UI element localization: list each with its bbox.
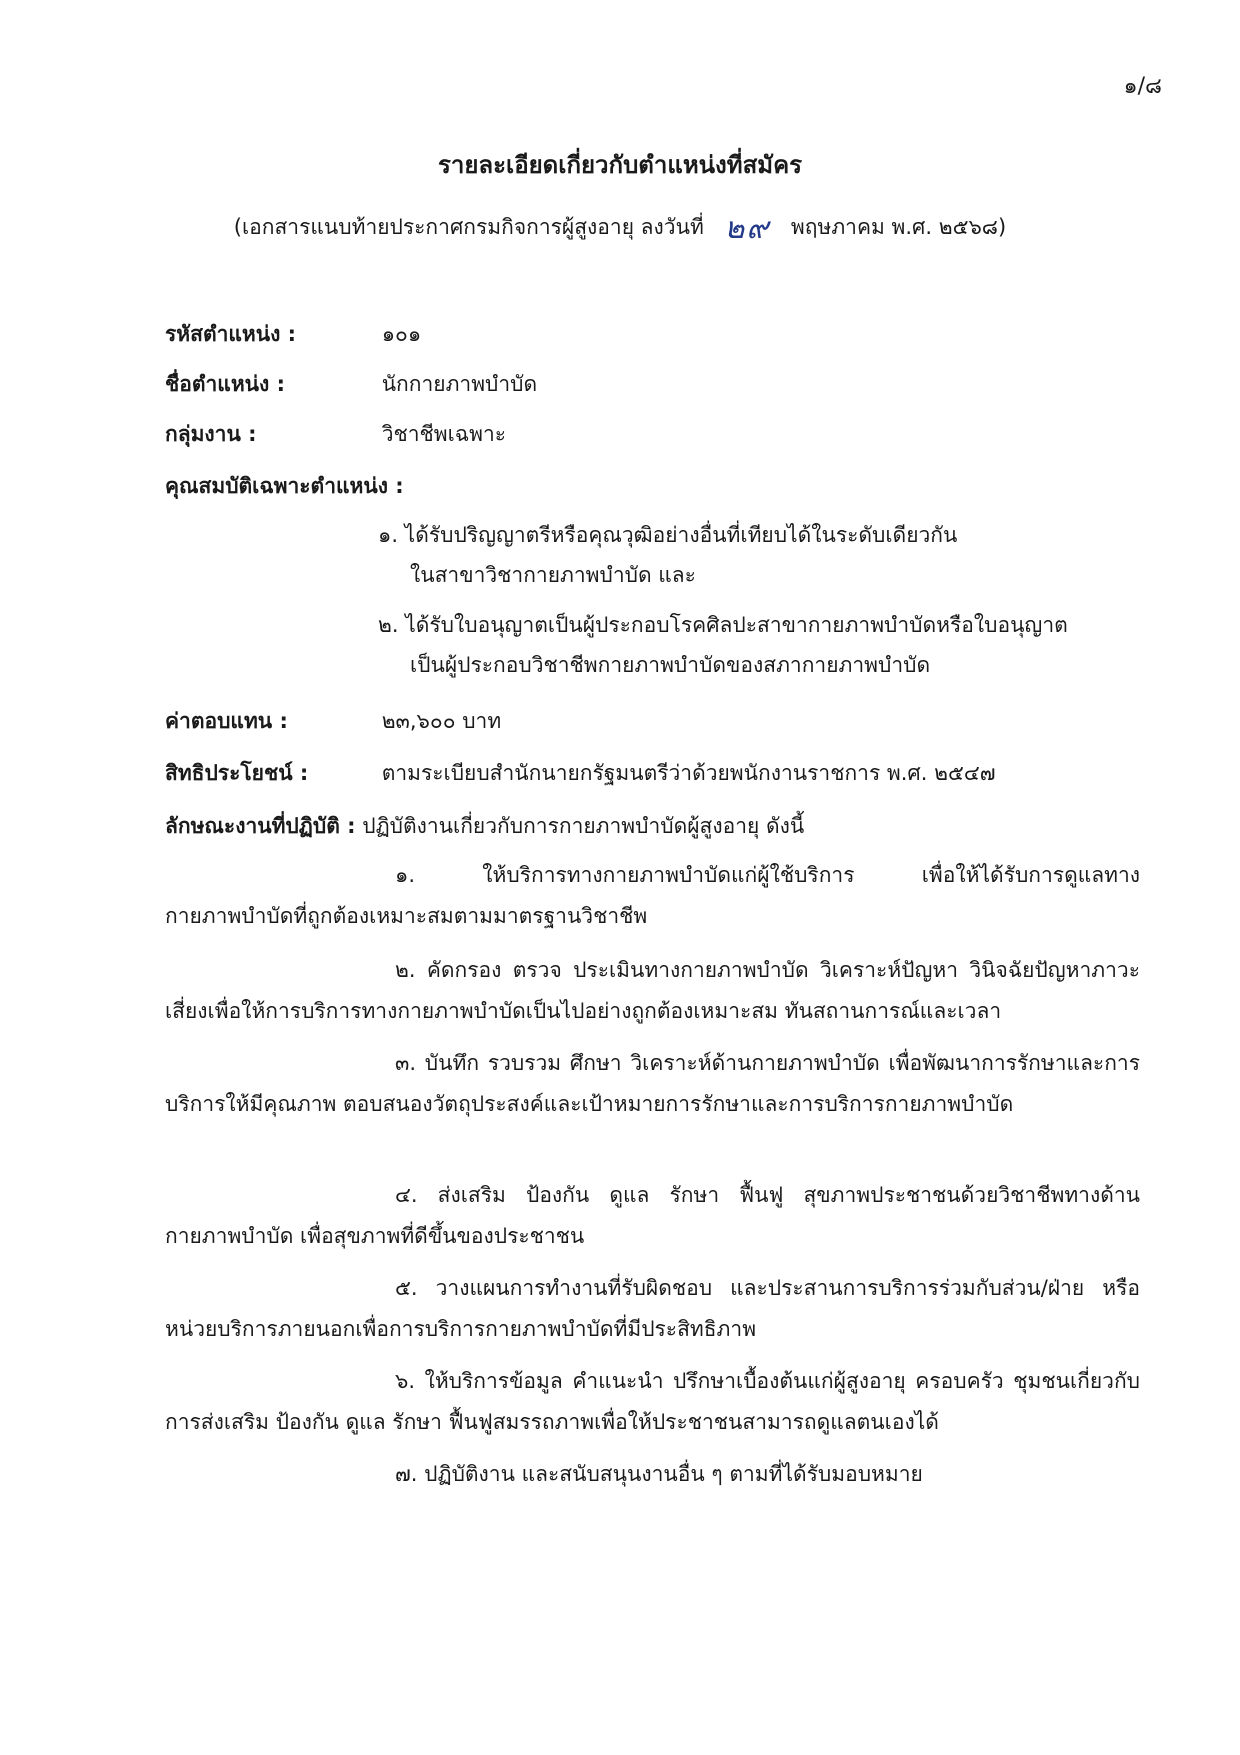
duty-item: ๖. ให้บริการข้อมูล คำแนะนำ ปรึกษาเบื้องต้นแก่ผู้สูงอายุ ครอบครัว ชุมชนเกี่ยวกับการส่งเสริม ป้องกัน ดูแล รักษา ฟื้นฟูสมรรถภาพเพื่อให้ประชาชนสามารถดูแลตนเองได้ bbox=[165, 1369, 1140, 1434]
duties-intro: ปฏิบัติงานเกี่ยวกับการกายภาพบำบัดผู้สูงอายุ ดังนี้ bbox=[362, 814, 805, 838]
qualification-item bbox=[378, 605, 1158, 685]
duty-item: ๗. ปฏิบัติงาน และสนับสนุนงานอื่น ๆ ตามที่ได้รับมอบหมาย bbox=[395, 1462, 923, 1486]
duty-item: ๓. บันทึก รวบรวม ศึกษา วิเคราะห์ด้านกายภาพบำบัด เพื่อพัฒนาการรักษาและการบริการให้มีคุณภาพ ตอบสนองวัตถุประสงค์และเป้าหมายการรักษาและการบริการกายภาพบำบัด bbox=[165, 1051, 1140, 1116]
qualification-item bbox=[378, 515, 1158, 595]
work-group-label: กลุ่มงาน : bbox=[165, 422, 257, 446]
qualification-line: ๑. ได้รับปริญญาตรีหรือคุณวุฒิอย่างอื่นที่เทียบได้ในระดับเดียวกัน bbox=[378, 523, 958, 547]
subtitle-prefix: (เอกสารแนบท้ายประกาศกรมกิจการผู้สูงอายุ ลงวันที่ bbox=[233, 215, 704, 239]
handwritten-day: ๒๙ bbox=[724, 211, 771, 246]
duty-item: ๒. คัดกรอง ตรวจ ประเมินทางกายภาพบำบัด วิเคราะห์ปัญหา วินิจฉัยปัญหาภาวะเสี่ยงเพื่อให้การบริการทางกายภาพบำบัดเป็นไปอย่างถูกต้องเหมาะสม ทันสถานการณ์และเวลา bbox=[165, 958, 1140, 1023]
duty-item: ๕. วางแผนการทำงานที่รับผิดชอบ และประสานการบริการร่วมกับส่วน/ฝ่าย หรือ หน่วยบริการภายนอกเพื่อการบริการกายภาพบำบัดที่มีประสิทธิภาพ bbox=[165, 1276, 1140, 1341]
compensation-value: ๒๓,๖๐๐ บาท bbox=[381, 709, 502, 733]
compensation-row bbox=[165, 705, 1165, 738]
duties-row bbox=[165, 810, 1165, 843]
compensation-label: ค่าตอบแทน : bbox=[165, 709, 288, 733]
position-name-row bbox=[165, 368, 1165, 401]
document-subtitle bbox=[0, 205, 1240, 252]
benefits-value: ตามระเบียบสำนักนายกรัฐมนตรีว่าด้วยพนักงานราชการ พ.ศ. ๒๕๔๗ bbox=[381, 761, 996, 785]
position-code-label: รหัสตำแหน่ง : bbox=[165, 322, 297, 346]
duty-item: ๑. ให้บริการทางกายภาพบำบัดแก่ผู้ใช้บริการ เพื่อให้ได้รับการดูแลทางกายภาพบำบัดที่ถูกต้องเหมาะสมตามมาตรฐานวิชาชีพ bbox=[165, 863, 1140, 928]
duties-label: ลักษณะงานที่ปฏิบัติ : bbox=[165, 814, 356, 838]
position-code-value: ๑๐๑ bbox=[381, 322, 422, 346]
work-group-value: วิชาชีพเฉพาะ bbox=[381, 422, 507, 446]
subtitle-suffix: พฤษภาคม พ.ศ. ๒๕๖๘) bbox=[790, 215, 1007, 239]
work-group-row bbox=[165, 418, 1165, 451]
duty-item: ๔. ส่งเสริม ป้องกัน ดูแล รักษา ฟื้นฟู สุขภาพประชาชนด้วยวิชาชีพทางด้านกายภาพบำบัด เพื่อสุขภาพที่ดีขึ้นของประชาชน bbox=[165, 1183, 1140, 1248]
position-name-value: นักกายภาพบำบัด bbox=[381, 372, 538, 396]
qualification-line-continued: ในสาขาวิชากายภาพบำบัด และ bbox=[410, 563, 696, 587]
position-code-row bbox=[165, 318, 1165, 351]
qualification-line: ๒. ได้รับใบอนุญาตเป็นผู้ประกอบโรคศิลปะสาขากายภาพบำบัดหรือใบอนุญาต bbox=[378, 613, 1068, 637]
benefits-label: สิทธิประโยชน์ : bbox=[165, 761, 309, 785]
page-number: ๑/๘ bbox=[1123, 74, 1162, 99]
qualifications-row bbox=[165, 470, 1165, 503]
document-title: รายละเอียดเกี่ยวกับตำแหน่งที่สมัคร bbox=[437, 151, 803, 179]
qualification-line-continued: เป็นผู้ประกอบวิชาชีพกายภาพบำบัดของสภากายภาพบำบัด bbox=[410, 653, 931, 677]
position-name-label: ชื่อตำแหน่ง : bbox=[165, 372, 285, 396]
qualifications-label: คุณสมบัติเฉพาะตำแหน่ง : bbox=[165, 474, 404, 498]
benefits-row bbox=[165, 757, 1165, 790]
